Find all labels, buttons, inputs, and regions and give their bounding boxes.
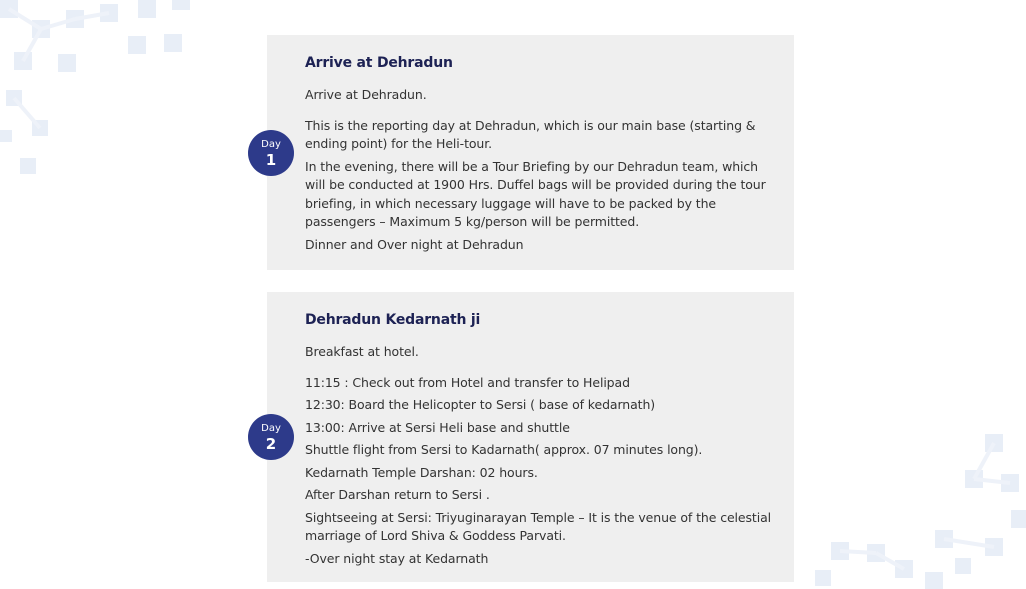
day-2-paragraph: Shuttle flight from Sersi to Kadarnath( approx. 07 minutes long). [305, 442, 703, 457]
day-1-paragraph: In the evening, there will be a Tour Briefing by our Dehradun team, which will be conducted at 1900 Hrs. Duffel bags will be provided during the tour briefing, in which necessary luggage will have to be packed by the passengers – Maximum 5 kg/person will be permitted. [305, 158, 766, 229]
day-badge-label: Day [261, 423, 281, 434]
day-2-paragraph: Sightseeing at Sersi: Triyuginarayan Temple – It is the venue of the celestial marriage of Lord Shiva & Goddess Parvati. [305, 509, 772, 543]
day-badge-number: 2 [265, 435, 277, 453]
day-2-paragraph: Breakfast at hotel. [305, 344, 419, 359]
day-2-title: Dehradun Kedarnath ji [305, 312, 481, 328]
day-1-title: Arrive at Dehradun [305, 55, 453, 71]
day-2-card [267, 292, 794, 582]
day-1-paragraph: Arrive at Dehradun. [305, 87, 427, 102]
day-2-paragraph: 13:00: Arrive at Sersi Heli base and shuttle [305, 419, 570, 435]
day-1-badge [248, 130, 294, 176]
day-2-badge [248, 414, 294, 460]
day-2-paragraph: Kedarnath Temple Darshan: 02 hours. [305, 464, 538, 480]
day-1-paragraph: Dinner and Over night at Dehradun [305, 236, 524, 252]
background-pattern-bottom-right [815, 430, 1026, 589]
day-2-paragraph: 12:30: Board the Helicopter to Sersi ( base of kedarnath) [305, 397, 656, 412]
day-1-card [267, 35, 794, 270]
day-2-paragraph: 11:15 : Check out from Hotel and transfer to Helipad [305, 374, 630, 390]
day-badge-number: 1 [265, 151, 277, 169]
day-2-paragraph: -Over night stay at Kedarnath [305, 550, 489, 566]
day-badge-label: Day [261, 139, 281, 150]
day-1-paragraph: This is the reporting day at Dehradun, which is our main base (starting & ending point) for the Heli-tour. [305, 117, 756, 151]
background-pattern-top-left [0, 0, 200, 190]
day-2-paragraph: After Darshan return to Sersi . [305, 487, 490, 502]
